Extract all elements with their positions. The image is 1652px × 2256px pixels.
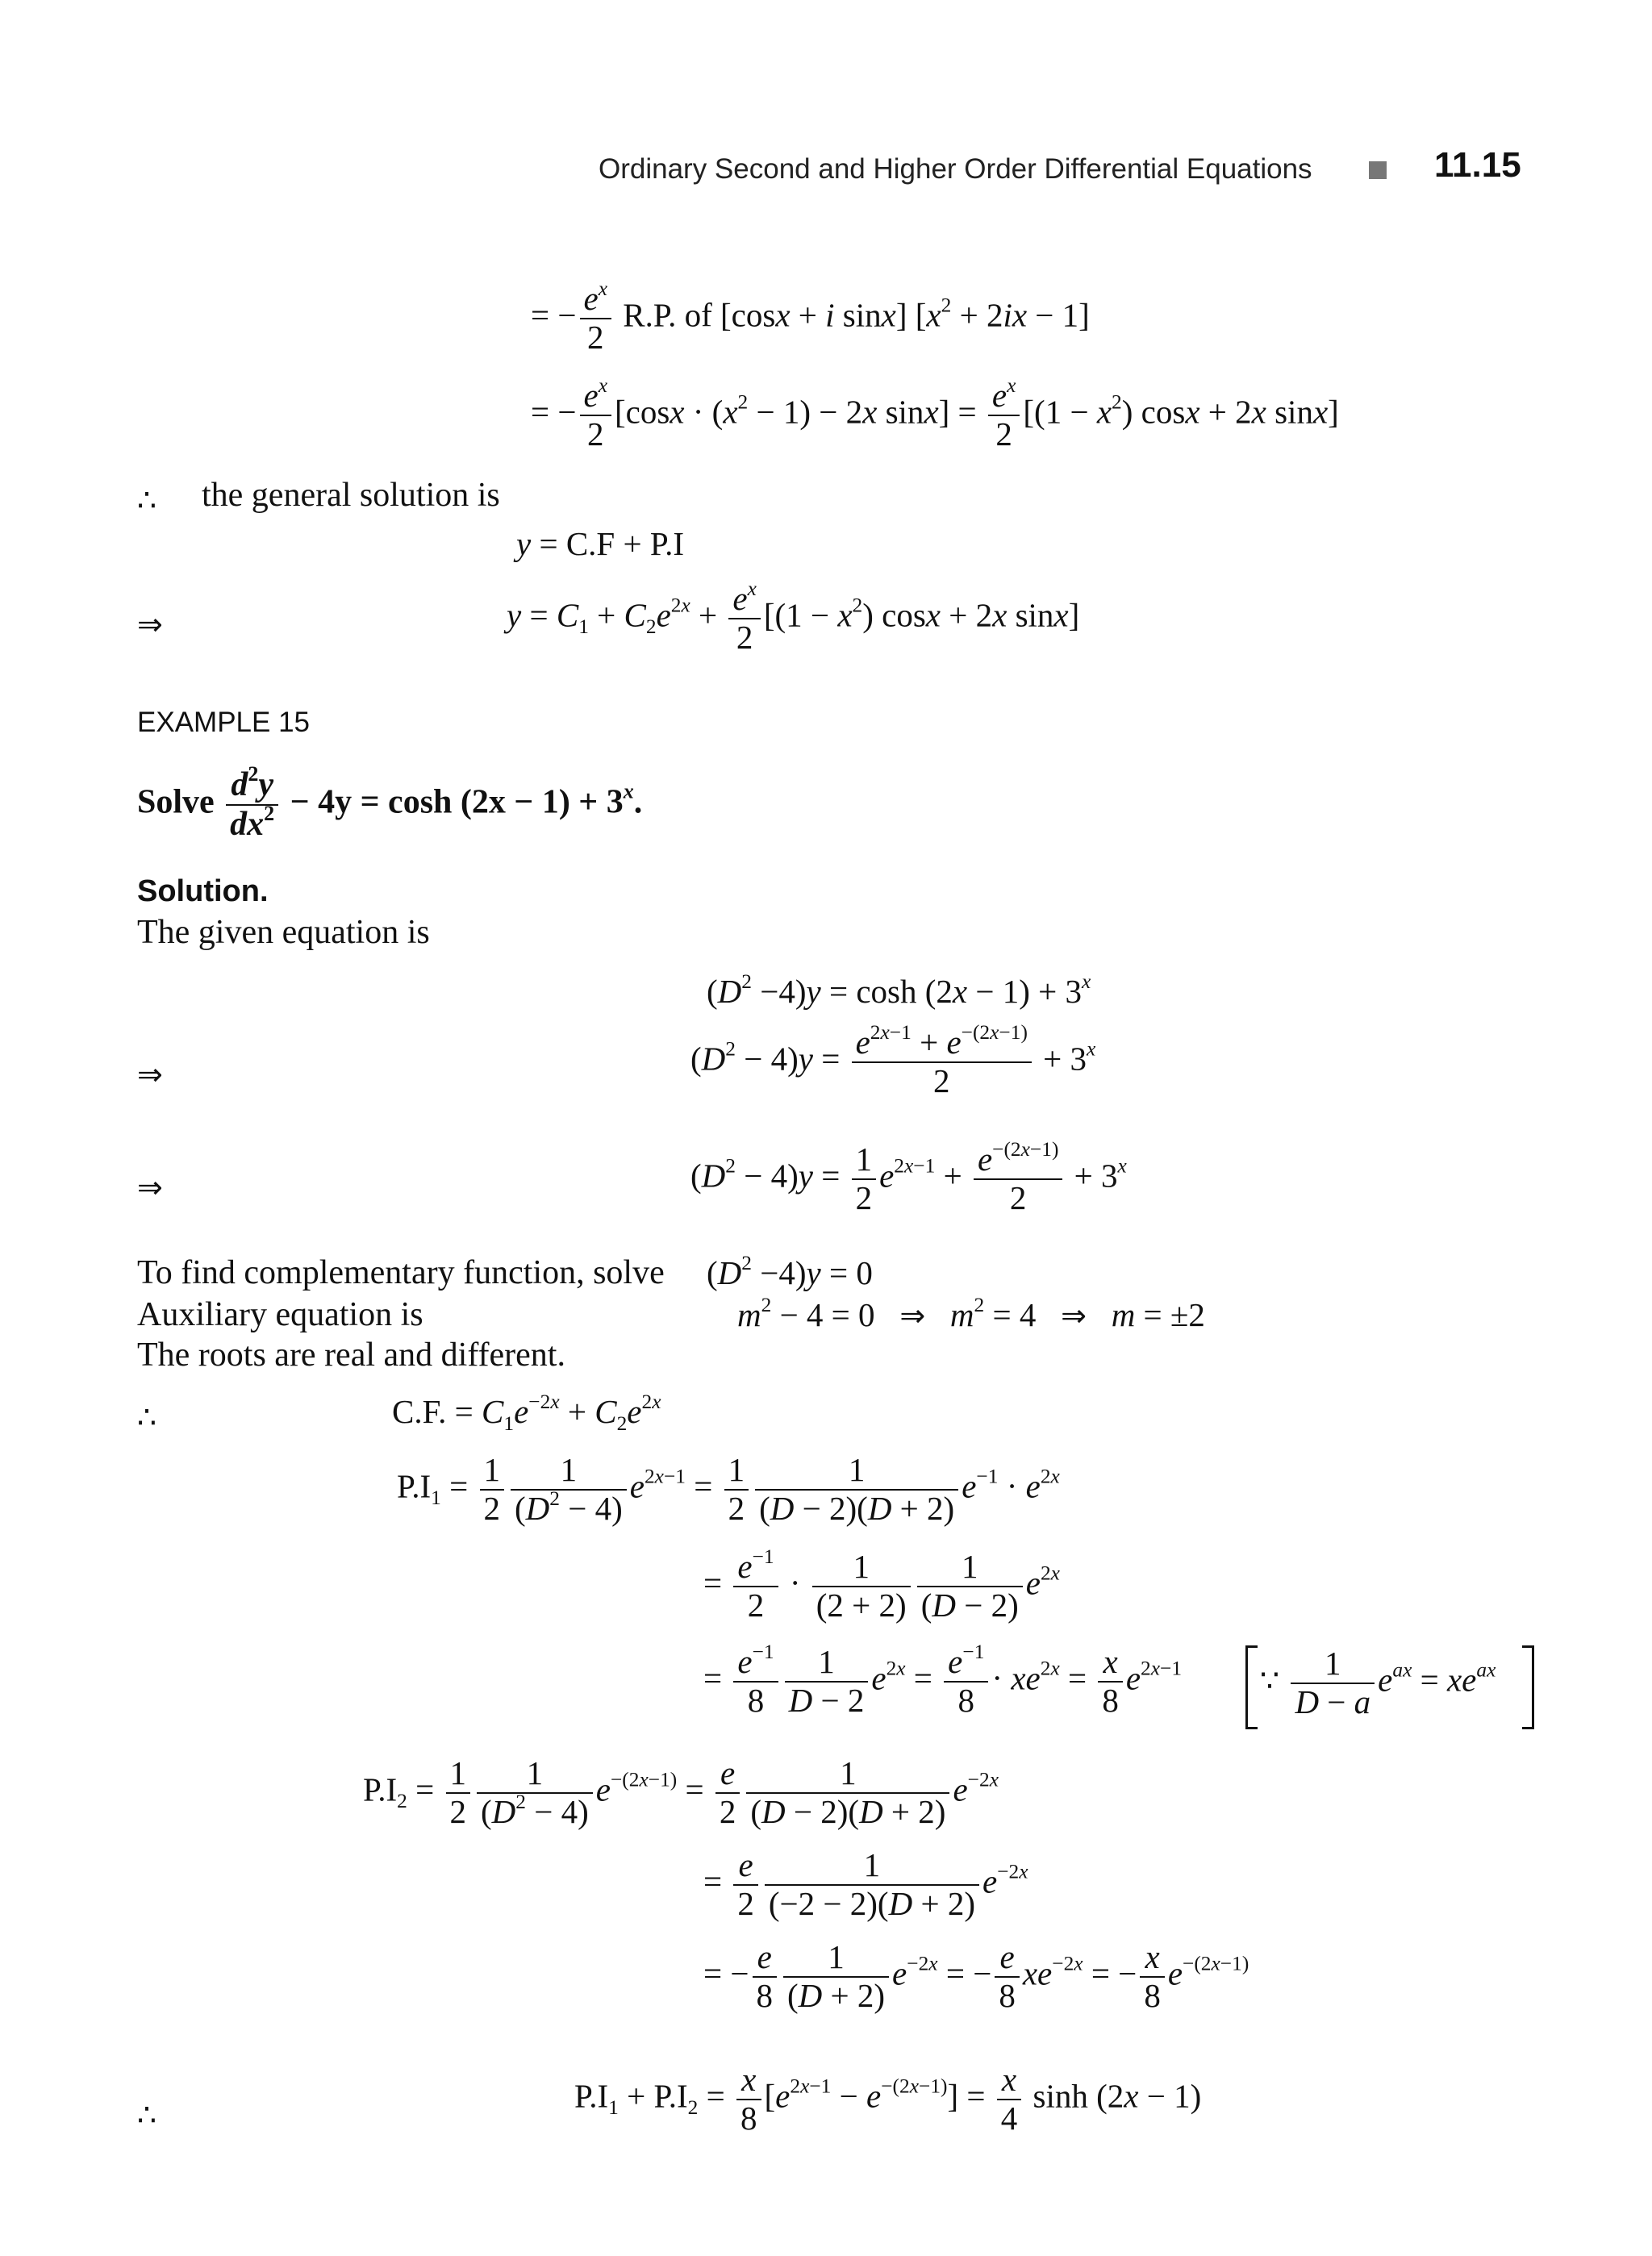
equation-y-cf-pi: y = C.F + P.I [516, 525, 685, 562]
equation-pi1-line3: = $\frac{e^{-1}}{8}$ $\frac{1}{D - 2}$ $e^{2x}$ = $\frac{e^{-1}}{8}$ · $xe^{2x}$ = $\frac{x}{8}$ $e^{2x-1}$ [703, 1641, 1183, 1719]
equation-exp-form: $(D^2 - 4)y$ = $\frac{e^{2x-1} + e^{-(2x-1)}}{2}$ + $3^x$ [690, 1021, 1096, 1099]
implies-symbol-3: ⇒ [137, 1170, 163, 1205]
equation-pi1-line2: = $\frac{e^{-1}}{2}$ · $\frac{1}{(2 + 2)}$ $\frac{1}{(D - 2)}$ $e^{2x}$ [703, 1545, 1060, 1624]
equation-pi1-line1: $P.I_1$ = $\frac{1}{2}$ $\frac{1}{(D^2 - 4)}$ $e^{2x-1}$ = $\frac{1}{2}$ $\frac{1}{(D - 2)(D + 2)}$ $e^{-1} \cdot e^{2x}$ [397, 1451, 1060, 1527]
equation-pi2-line3: = − $\frac{e}{8}$ $\frac{1}{(D + 2)}$ $e^{-2x}$ = − $\frac{e}{8}$ $xe^{-2x}$ = − $\frac{x}{8}$ $e^{-(2x-1)}$ [703, 1938, 1249, 2014]
equation-auxiliary: $m^2 - 4 = 0$ ⇒ $m^2 = 4$ ⇒ m = ±2 [737, 1294, 1205, 1333]
given-equation-text: The given equation is [137, 914, 430, 951]
roots-text: The roots are real and different. [137, 1337, 565, 1374]
example-problem-statement: Solve $\frac{d^2y}{dx^2}$ − $4y = \cosh (2x - 1) + 3^x$. [137, 761, 643, 844]
equation-homogeneous: $(D^2 -4)y = 0$ [707, 1252, 873, 1291]
equation-pi-sum: $P.I_1 + P.I_2$ = $\frac{x}{8}$ $[e^{2x-1} - e^{-(2x-1)}]$ = $\frac{x}{4}$ sinh (2x − 1) [574, 2061, 1202, 2137]
running-header-title: Ordinary Second and Higher Order Differential Equations [599, 153, 1312, 185]
equation-real-part-line: = − $\frac{e^x}{2}$ [$\cos x \cdot (x^2 - 1) - 2x$ sinx] = $\frac{e^x}{2}$ [$(1 - x^2)$ cosx + 2x sinx] [531, 374, 1339, 452]
equation-rule-note: ∵ $\frac{1}{D - a}$ $e^{ax} = xe^{ax}$ [1260, 1645, 1496, 1720]
therefore-symbol-3: ∴ [137, 2097, 157, 2133]
implies-symbol-2: ⇒ [137, 1057, 163, 1092]
solve-word: Solve [137, 783, 215, 821]
solution-label: Solution. [137, 874, 269, 908]
equation-pi2-line1: $P.I_2$ = $\frac{1}{2}$ $\frac{1}{(D^2 - 4)}$ $e^{-(2x-1)}$ = $\frac{e}{2}$ $\frac{1}{(D - 2)(D + 2)}$ $e^{-2x}$ [363, 1754, 999, 1830]
equation-general-solution: $y = C_1 + C_2e^{2x}$ + $\frac{e^x}{2}$ [$(1 - x^2)$ cosx + 2x sinx] [507, 578, 1080, 656]
header-square-icon [1369, 161, 1387, 179]
example-label: EXAMPLE 15 [137, 707, 310, 738]
therefore-symbol-2: ∴ [137, 1399, 157, 1435]
implies-symbol: ⇒ [137, 607, 163, 642]
equation-rp-line: = − $\frac{e^x}{2}$ R.P. of [cosx + i sinx] $[x^2 + 2ix - 1]$ [531, 277, 1090, 356]
equation-split-form: $(D^2 - 4)y$ = $\frac{1}{2}$ $e^{2x-1}$ + $\frac{e^{-(2x-1)}}{2}$ + $3^x$ [690, 1138, 1127, 1216]
therefore-symbol: ∴ [137, 482, 157, 518]
cf-intro-text: To find complementary function, solve [137, 1254, 665, 1291]
equation-cf: C.F. = $C_1e^{-2x} + C_2e^{2x}$ [392, 1391, 661, 1435]
page-number: 11.15 [1434, 145, 1521, 185]
solve-rhs: − 4y = cosh (2x − 1) + 3 [290, 783, 624, 821]
aux-intro-text: Auxiliary equation is [137, 1296, 423, 1333]
general-solution-text: the general solution is [202, 477, 500, 514]
equation-pi2-line2: = $\frac{e}{2}$ $\frac{1}{(-2 - 2)(D + 2)}$ $e^{-2x}$ [703, 1846, 1028, 1922]
because-symbol: ∵ [1260, 1662, 1280, 1699]
equation-given: $(D^2 -4)y = \cosh (2x - 1) + 3^x$ [707, 970, 1091, 1010]
